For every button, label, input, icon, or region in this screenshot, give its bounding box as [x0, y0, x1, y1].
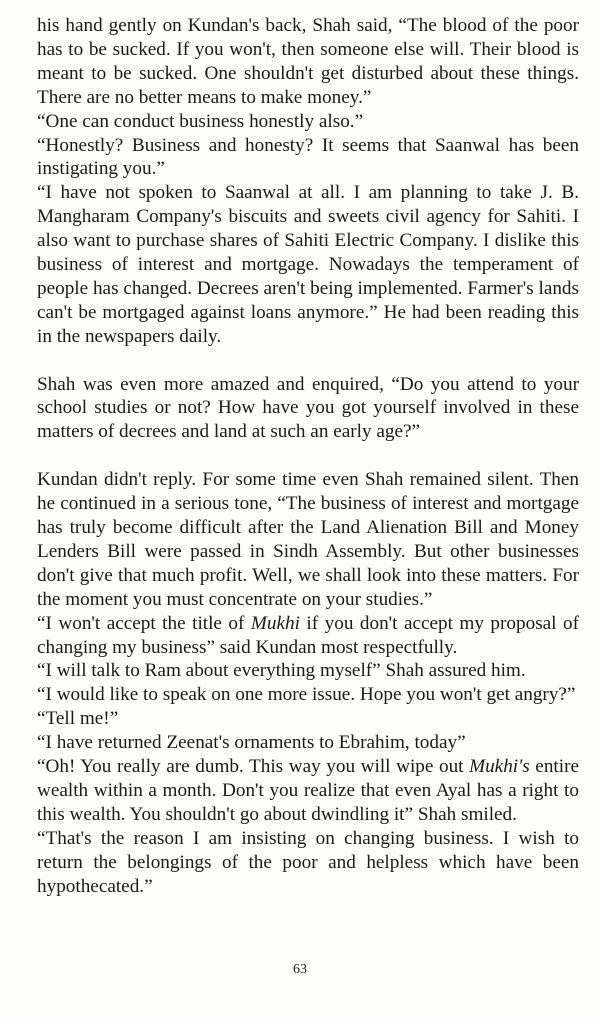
- text-run: “Oh! You really are dumb. This way you will wipe out: [37, 756, 470, 778]
- paragraph: [37, 110, 579, 134]
- text-run: “Honestly? Business and honesty? It seems that Saanwal has been instigating you.”: [37, 134, 579, 180]
- page-number: 63: [293, 962, 307, 977]
- text-run: “Tell me!”: [37, 708, 119, 730]
- text-run: “One can conduct business honestly also.”: [37, 110, 364, 132]
- text-run: “I won't accept the title of: [37, 612, 251, 634]
- paragraph: [37, 755, 579, 827]
- paragraph: [37, 827, 579, 899]
- text-run: “I have not spoken to Saanwal at all. I am planning to take J. B. Mangharam Company's biscuits and sweets civil agency for Sahiti. I also want to purchase shares of Sahiti Electric Company. I dislike this business of interest and mortgage. Nowadays the temperament of people has changed. Decrees aren't being implemented. Farmer's lands can't be mortgaged against loans anymore.” He had been reading this in the newspapers daily.: [37, 182, 579, 347]
- italic-term: Mukhi's: [469, 756, 530, 778]
- paragraph: [37, 707, 579, 731]
- paragraph: [37, 612, 579, 660]
- text-run: his hand gently on Kundan's back, Shah said, “The blood of the poor has to be sucked. If you won't, then someone else will. Their blood is meant to be sucked. One shouldn't get disturbed about these things. There are no better means to make money.”: [37, 15, 579, 108]
- text-run: entire wealth within a month. Don't you realize that even Ayal has a right to this wealth. You shouldn't go about dwindling it” Shah smiled.: [37, 756, 579, 825]
- text-run: “I would like to speak on one more issue. Hope you won't get angry?”: [37, 684, 576, 706]
- text-run: Kundan didn't reply. For some time even Shah remained silent. Then he continued in a serious tone, “The business of interest and mortgage has truly become difficult after the Land Alienation Bill and Money Lenders Bill were passed in Sindh Assembly. But other businesses don't give that much profit. Well, we shall look into these matters. For the moment you must concentrate on your studies.”: [37, 469, 579, 610]
- paragraph-gap: [37, 349, 579, 373]
- body-text: [37, 14, 579, 899]
- paragraph: [37, 134, 579, 182]
- text-run: “I will talk to Ram about everything myself” Shah assured him.: [37, 660, 526, 682]
- paragraph: [37, 468, 579, 611]
- paragraph: [37, 659, 579, 683]
- paragraph: [37, 683, 579, 707]
- italic-term: Mukhi: [250, 612, 300, 634]
- paragraph: [37, 181, 579, 348]
- paragraph: [37, 14, 579, 110]
- text-run: if you don't accept my proposal of changing my business” said Kundan most respectfully.: [37, 612, 579, 658]
- paragraph: [37, 373, 579, 445]
- paragraph-gap: [37, 444, 579, 468]
- text-run: Shah was even more amazed and enquired, “Do you attend to your school studies or not? How have you got yourself involved in these matters of decrees and land at such an early age?”: [37, 373, 579, 443]
- paragraph: [37, 731, 579, 755]
- text-run: “That's the reason I am insisting on changing business. I wish to return the belongings of the poor and helpless which have been hypothecated.”: [37, 827, 579, 897]
- text-run: “I have returned Zeenat's ornaments to Ebrahim, today”: [37, 732, 466, 754]
